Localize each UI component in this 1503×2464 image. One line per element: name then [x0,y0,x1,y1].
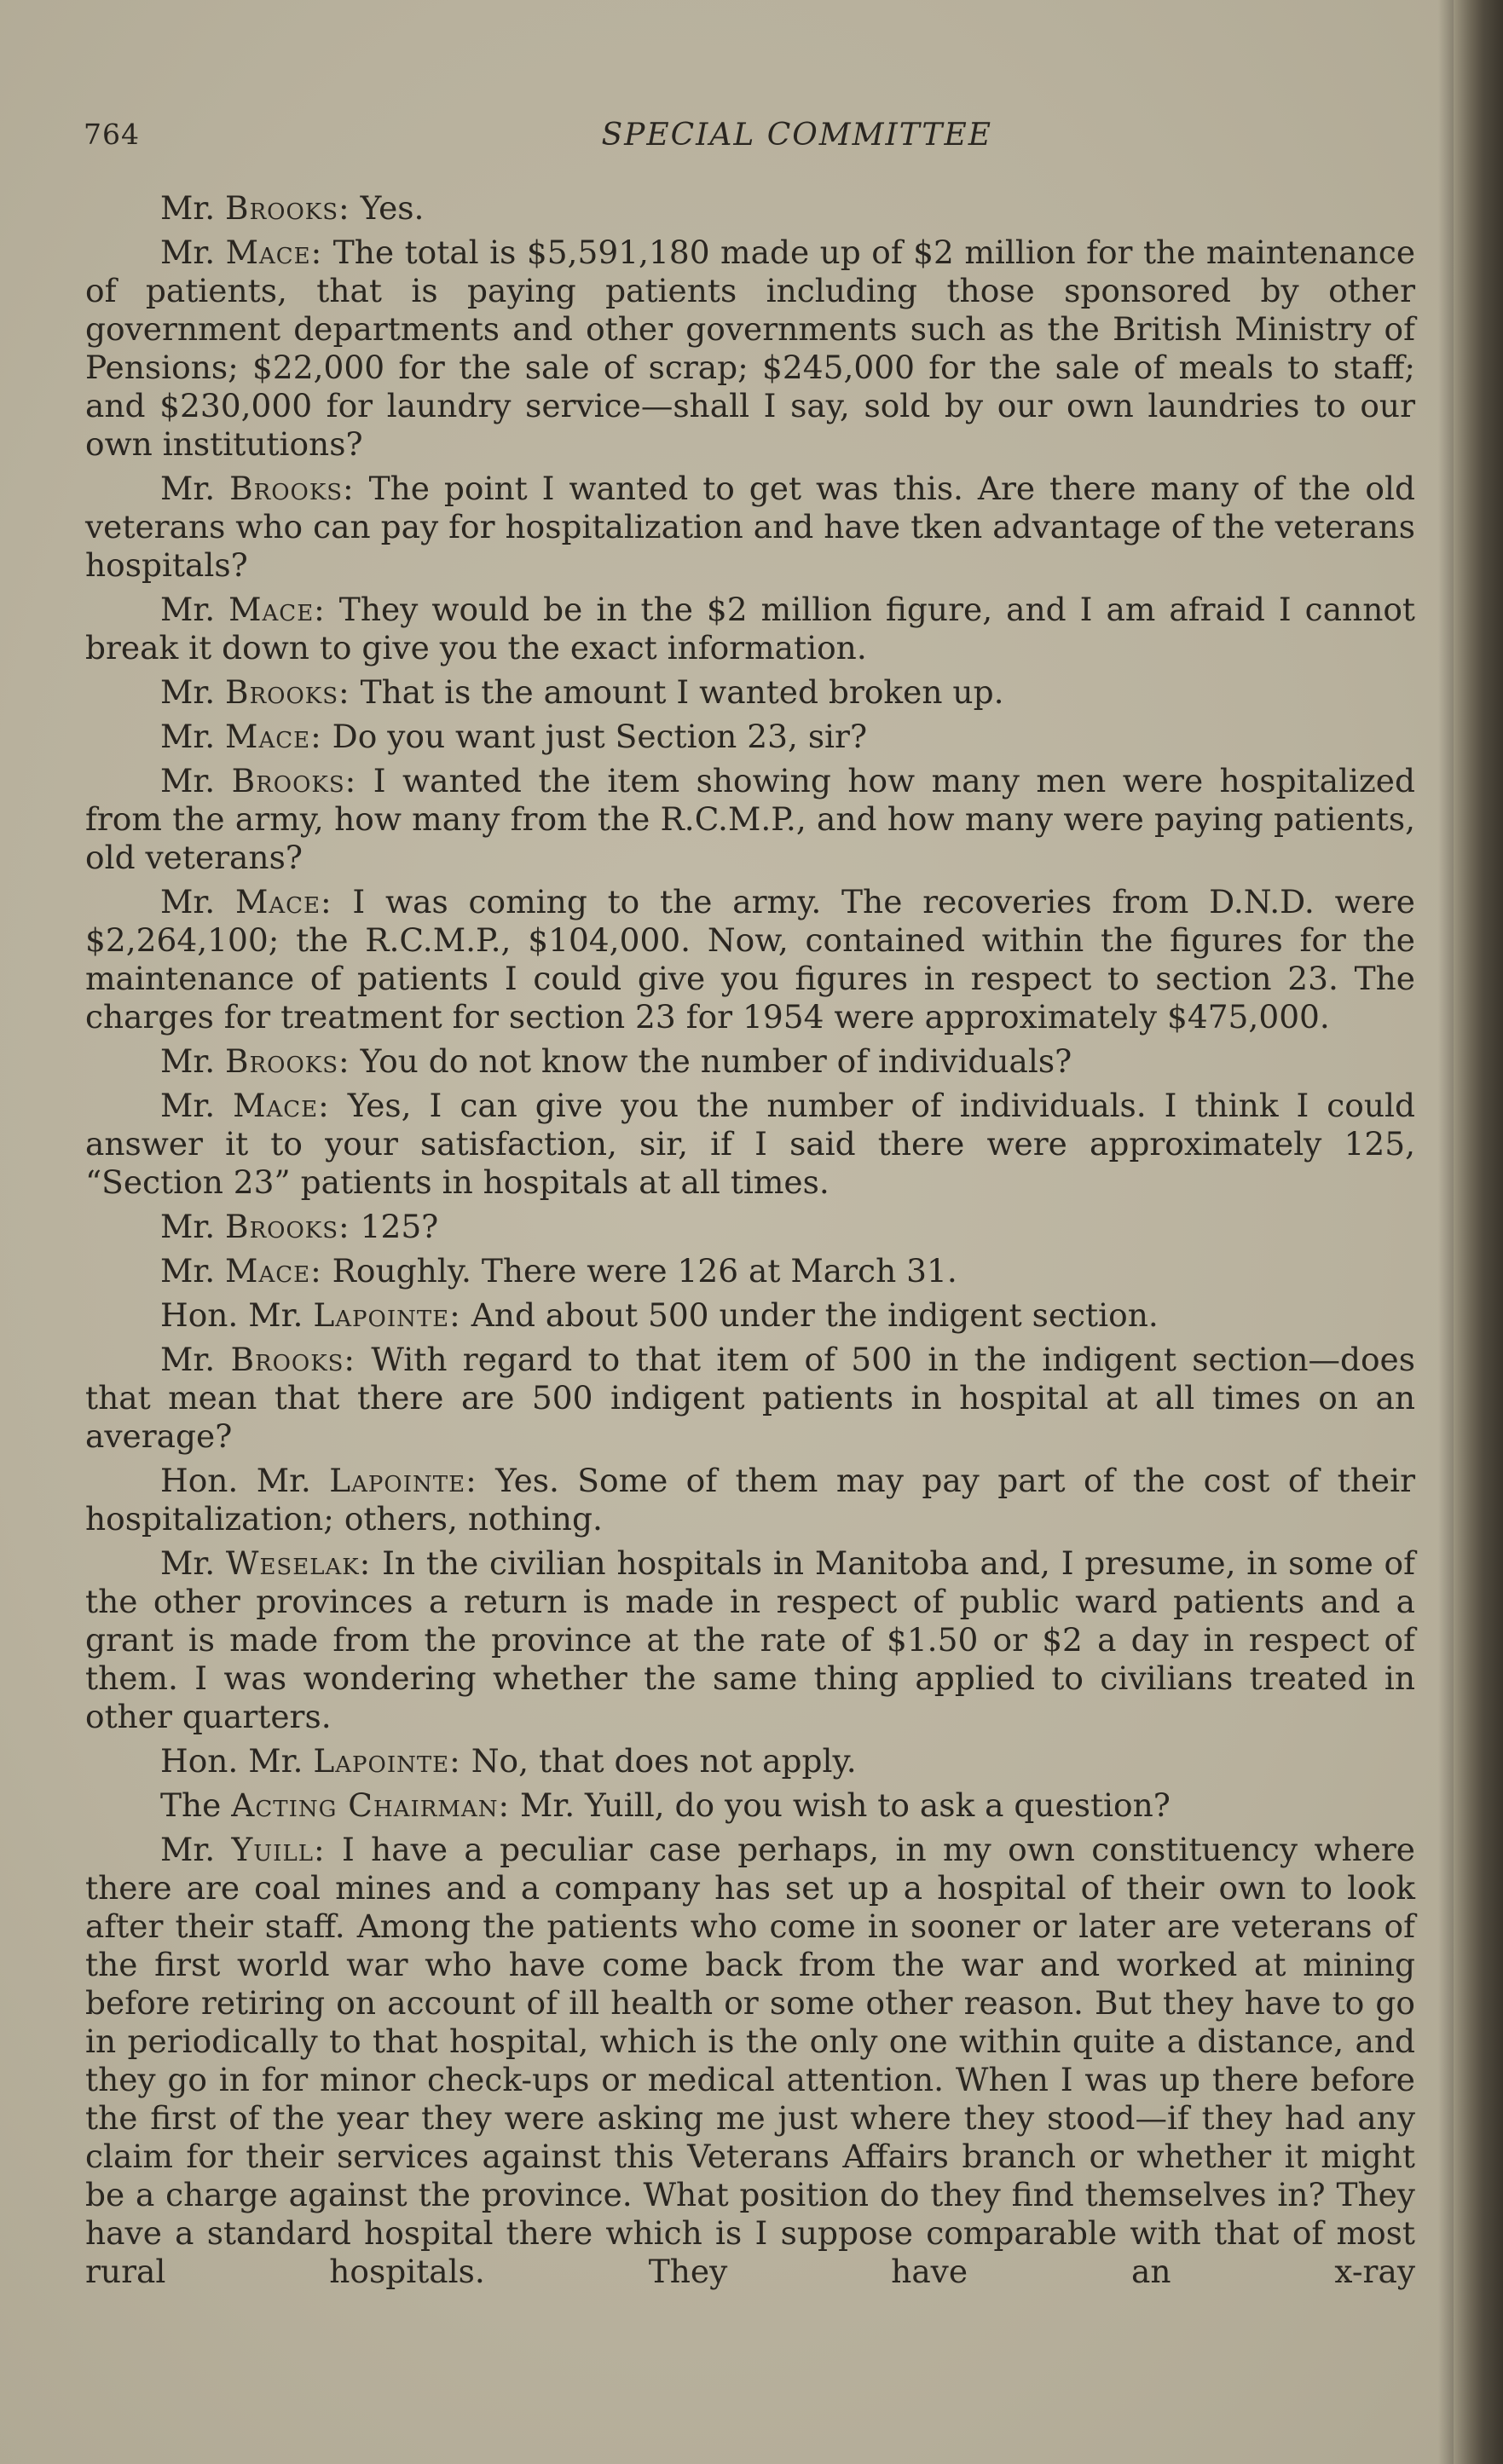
speaker-title: Mr. [160,1087,216,1124]
speech-paragraph [85,189,1415,228]
speech-paragraph [85,1042,1415,1081]
speaker-name: Lapointe: [313,1742,461,1780]
speaker-name: Mace: [225,1252,322,1290]
speaker-title: Mr. [160,470,216,507]
speaker-name: Brooks: [225,1042,350,1080]
speech-text: Yes. Some of them may pay part of the cost of their hospitalization; others, nothing. [85,1462,1416,1538]
speaker-title: Mr. [160,1042,216,1080]
speaker-title: Hon. Mr. [160,1742,303,1780]
speaker-title: Mr. [160,1831,216,1868]
book-spine [1454,0,1503,2464]
speaker-name: Weselak: [225,1544,372,1582]
speaker-title: Mr. [160,718,216,755]
speech-paragraph [85,673,1415,712]
speech-text: They would be in the $2 million figure, and I am afraid I cannot break it down to give you the exact information. [85,591,1415,666]
speech-text: Roughly. There were 126 at March 31. [321,1252,957,1290]
speech-text: I wanted the item showing how many men were hospitalized from the army, how many from the R.C.M.P., and how many were paying patients, old veterans? [85,762,1416,876]
speaker-name: Brooks: [225,189,350,227]
speech-text: 125? [350,1208,439,1245]
transcript-body [85,189,1415,2297]
speech-text: Do you want just Section 23, sir? [321,718,868,755]
speech-text: Yes. [350,189,425,227]
speech-text: You do not know the number of individuals? [350,1042,1072,1080]
speech-text: The total is $5,591,180 made up of $2 million for the maintenance of patients, that is paying patients including those sponsored by other government departments and other governments such as the British Ministry of Pensions; $22,000 for the sale of scrap; $245,000 for the sale of meals to staff; and $230,000 for laundry service—shall I say, sold by our own laundries to our own institutions? [85,234,1416,463]
speaker-name: Mace: [234,883,332,920]
speech-paragraph [85,470,1415,585]
speech-paragraph [85,883,1415,1036]
speech-paragraph [85,1341,1415,1456]
speaker-title: Mr. [160,234,216,271]
speaker-title: Mr. [160,1544,216,1582]
speaker-title: Mr. [160,1208,216,1245]
speech-text: The point I wanted to get was this. Are there many of the old veterans who can pay for hospitalization and have tken advantage of the veterans hospitals? [85,470,1415,584]
speaker-title: Hon. Mr. [160,1296,303,1334]
speaker-title: Mr. [160,673,216,711]
speaker-name: Yuill: [231,1831,326,1868]
speech-paragraph [85,1208,1415,1246]
speaker-name: Brooks: [229,470,355,507]
page-number: 764 [84,118,140,151]
speech-text: I have a peculiar case perhaps, in my own constituency where there are coal mines and a company has set up a hospital of their own to look after their staff. Among the patients who come in sooner or later are veterans of the first world war who have come back from the war and worked at mining before retiring on account of ill health or some other reason. But they have to go in periodically to that hospital, which is the only one within quite a distance, and they go in for minor check-ups or medical attention. When I was up there before the first of the year they were asking me just where they stood—if they had any claim for their services against this Veterans Affairs branch or whether it might be a charge against the province. What position do they find themselves in? They have a standard hospital there which is I suppose comparable with that of most rural hospitals. They have an x-ray [85,1831,1416,2290]
speaker-title: Mr. [160,591,216,628]
speech-text: And about 500 under the indigent section. [460,1296,1159,1334]
speech-paragraph [85,718,1415,756]
speech-text: Yes, I can give you the number of individuals. I think I could answer it to your satisfaction, sir, if I said there were approximately 125, “Section 23” patients in hospitals at all times. [85,1087,1415,1201]
speech-paragraph [85,234,1415,464]
speaker-name: Brooks: [225,673,350,711]
speaker-title: Mr. [160,1341,216,1378]
speaker-name: Brooks: [231,762,357,799]
speaker-name: Mace: [225,234,323,271]
speech-paragraph [85,1786,1415,1825]
speech-paragraph [85,1742,1415,1780]
speaker-name: Mace: [225,718,322,755]
speaker-name: Brooks: [230,1341,356,1378]
speech-text: No, that does not apply. [460,1742,857,1780]
speaker-title: Mr. [160,762,216,799]
speech-text: I was coming to the army. The recoveries from D.N.D. were $2,264,100; the R.C.M.P., $104,000. Now, contained within the figures for the maintenance of patients I could give you figures in respect to section 23. The charges for treatment for section 23 for 1954 were approximately $475,000. [85,883,1416,1036]
speech-text: In the civilian hospitals in Manitoba and, I presume, in some of the other provinces a return is made in respect of public ward patients and a grant is made from the province at the rate of $1.50 or $2 a day in respect of them. I was wondering whether the same thing applied to civilians treated in other quarters. [85,1544,1415,1735]
speech-paragraph [85,1544,1415,1736]
speech-text: That is the amount I wanted broken up. [350,673,1004,711]
gutter-shadow [1438,0,1454,2464]
speaker-title: The [160,1786,222,1824]
speaker-name: Mace: [233,1087,330,1124]
speech-text: With regard to that item of 500 in the indigent section—does that mean that there are 500 indigent patients in hospital at all times on an average? [85,1341,1415,1455]
speech-paragraph [85,1252,1415,1290]
speaker-name: Lapointe: [313,1296,461,1334]
speaker-name: Lapointe: [329,1462,477,1499]
running-title: SPECIAL COMMITTEE [601,118,992,153]
speech-paragraph [85,591,1415,667]
speech-paragraph [85,1831,1415,2291]
speaker-name: Brooks: [225,1208,350,1245]
speaker-title: Mr. [160,1252,216,1290]
speech-paragraph [85,1087,1415,1202]
speaker-name: Acting Chairman: [231,1786,511,1824]
speech-paragraph [85,762,1415,877]
speaker-title: Mr. [160,883,216,920]
speech-paragraph [85,1462,1415,1538]
speech-paragraph [85,1296,1415,1335]
speech-text: Mr. Yuill, do you wish to ask a question? [510,1786,1171,1824]
speaker-title: Hon. Mr. [160,1462,311,1499]
speaker-title: Mr. [160,189,216,227]
speaker-name: Mace: [228,591,326,628]
page-header [84,118,1424,160]
